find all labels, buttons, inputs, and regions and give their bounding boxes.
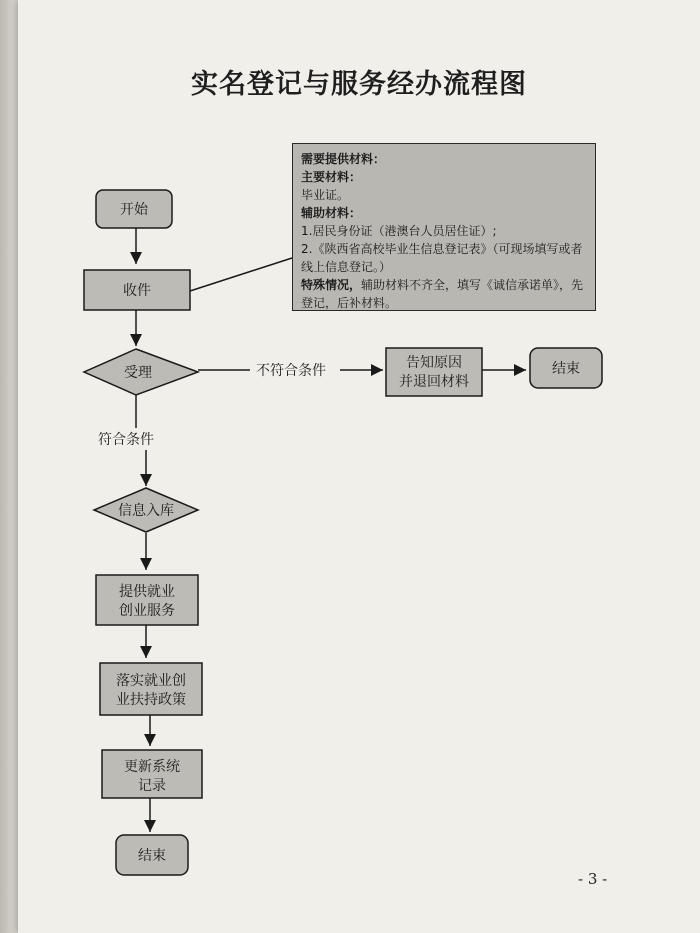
edge-receive-note <box>190 258 292 291</box>
note-aux-label: 辅助材料： <box>301 206 362 220</box>
page-gutter <box>0 0 18 933</box>
note-special-text: 辅助材料不齐全，填写《诚信承诺单》，先登记，后补材料。 <box>301 278 584 310</box>
flowchart <box>18 0 700 933</box>
label-end-right: 结束 <box>552 361 580 377</box>
note-aux-item-2: 2.《陕西省高校毕业生信息登记表》（可现场填写或者线上信息登记。） <box>301 242 583 274</box>
label-update-line2: 记录 <box>138 778 166 794</box>
note-aux-item-1: 1.居民身份证（港澳台人员居住证）; <box>301 224 497 238</box>
label-notify-line1: 告知原因 <box>406 355 462 371</box>
label-policy-line2: 业扶持政策 <box>116 692 186 708</box>
note-special <box>301 276 587 312</box>
label-update-line1: 更新系统 <box>124 759 180 775</box>
note-main-item: 毕业证。 <box>301 188 350 202</box>
page-number: - 3 - <box>578 870 608 888</box>
note-special-label: 特殊情况， <box>301 278 362 292</box>
label-service-line2: 创业服务 <box>119 603 175 619</box>
label-receive: 收件 <box>123 283 151 299</box>
label-accept: 受理 <box>124 365 152 381</box>
edge-label-meet: 符合条件 <box>98 432 154 448</box>
edge-label-not-meet: 不符合条件 <box>256 363 326 379</box>
label-policy-line1: 落实就业创 <box>116 673 186 689</box>
page-title: 实名登记与服务经办流程图 <box>191 69 527 100</box>
label-notify-line2: 并退回材料 <box>399 374 469 390</box>
note-main-label: 主要材料： <box>301 170 362 184</box>
label-start: 开始 <box>120 202 148 218</box>
materials-note <box>292 143 596 311</box>
label-service-line1: 提供就业 <box>119 584 175 600</box>
document-page <box>18 0 700 933</box>
note-heading: 需要提供材料： <box>301 152 386 166</box>
label-end-bottom: 结束 <box>138 848 166 864</box>
label-info-store: 信息入库 <box>118 503 174 519</box>
